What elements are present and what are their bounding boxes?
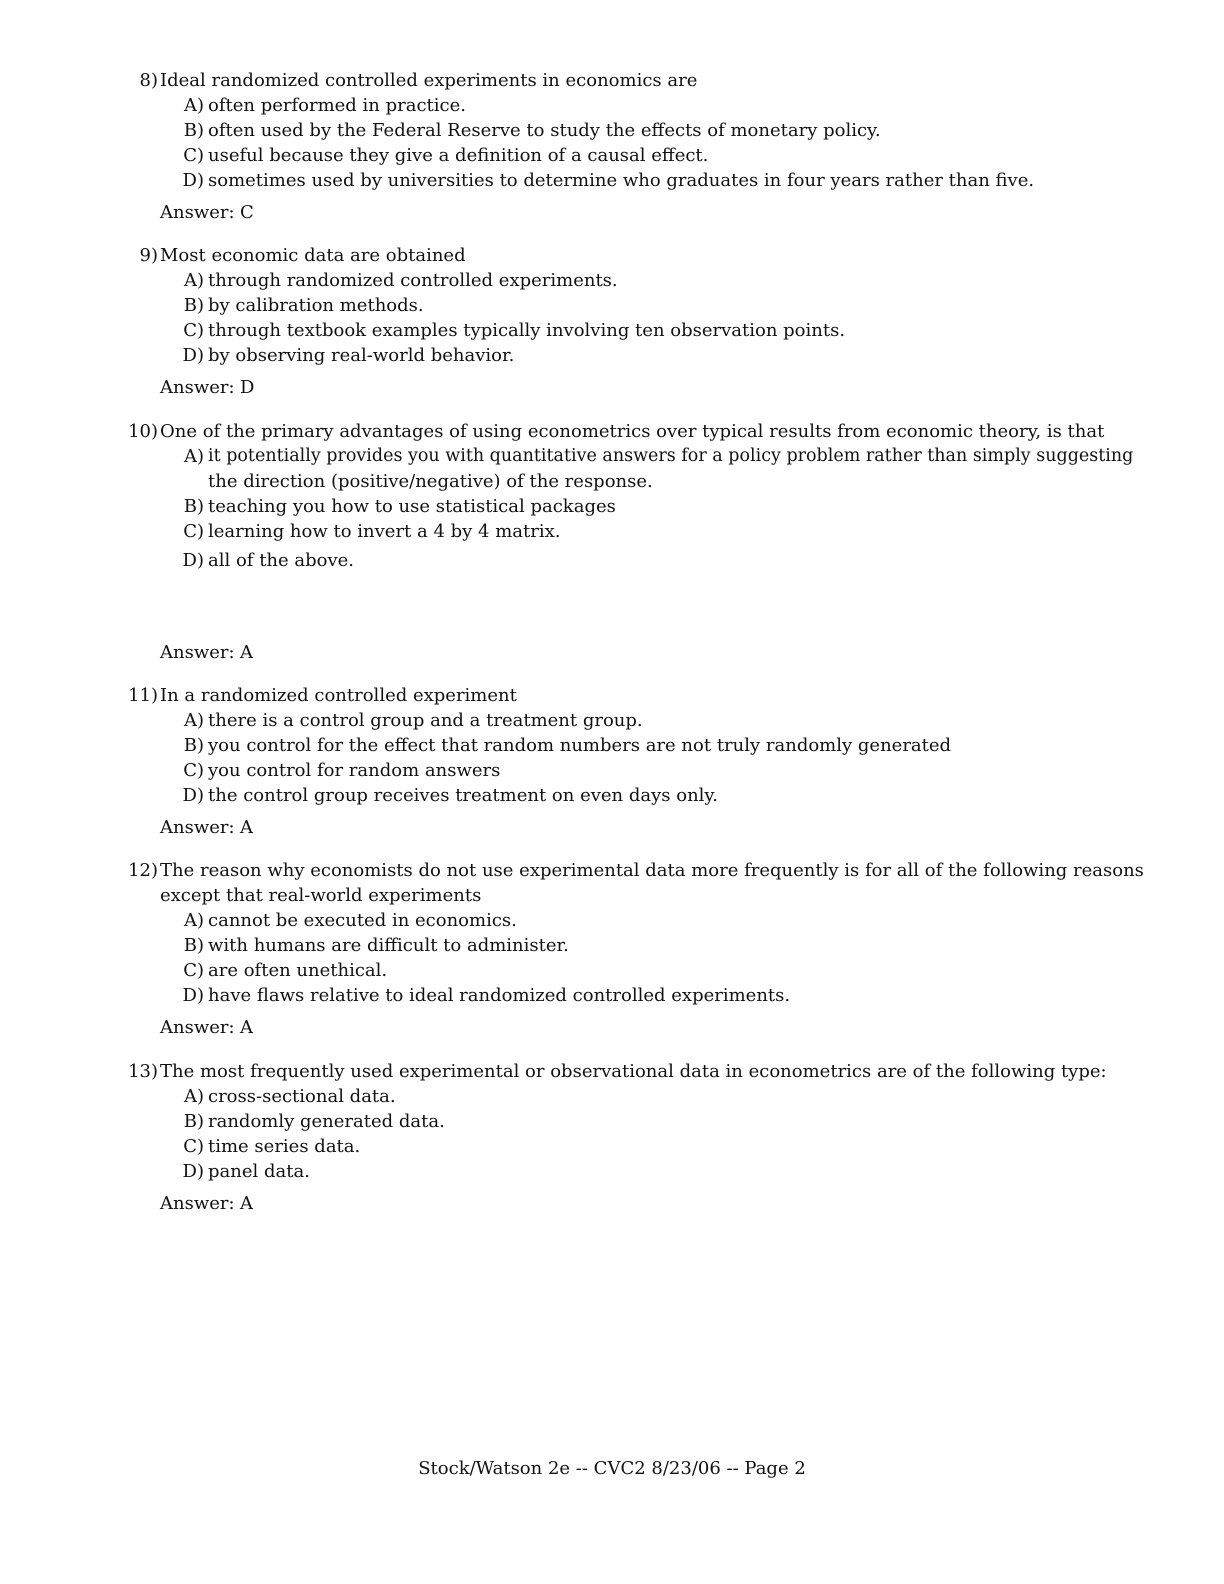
option-c: [0, 958, 1224, 983]
question-number: 10): [128, 421, 158, 442]
option-letter: C): [183, 521, 204, 542]
option-text: there is a control group and a treatment group.: [208, 710, 643, 731]
answer-label: Answer:: [160, 1017, 235, 1038]
question-stem-continued: [0, 883, 1224, 908]
option-b: [0, 118, 1224, 143]
option-text: teaching you how to use statistical packages: [208, 496, 616, 517]
option-text: all of the above.: [208, 550, 355, 571]
question-text: One of the primary advantages of using econometrics over typical results from economic theory, is that: [160, 421, 1105, 442]
option-letter: C): [183, 760, 204, 781]
option-text: it potentially provides you with quantitative answers for a policy problem rather than simply suggesting: [208, 446, 1134, 466]
answer-value: A: [240, 1017, 253, 1038]
answer-line: [0, 640, 1224, 665]
answer-label: Answer:: [160, 817, 235, 838]
option-text: have flaws relative to ideal randomized controlled experiments.: [208, 985, 791, 1006]
answer-value: C: [240, 202, 254, 223]
option-d: [0, 548, 1224, 573]
question-12: [0, 858, 1224, 1040]
option-letter: D): [182, 985, 204, 1006]
question-text: In a randomized controlled experiment: [160, 685, 517, 706]
answer-line: [0, 1191, 1224, 1216]
option-a: [0, 93, 1224, 118]
question-text: The most frequently used experimental or observational data in econometrics are of the following type:: [160, 1061, 1107, 1082]
option-letter: B): [183, 1111, 204, 1132]
option-letter: D): [182, 785, 204, 806]
option-text: often performed in practice.: [208, 95, 467, 116]
option-letter: D): [182, 1161, 204, 1182]
option-b: [0, 494, 1224, 519]
question-number: 11): [128, 685, 158, 706]
option-letter: B): [183, 935, 204, 956]
option-text: the control group receives treatment on even days only.: [208, 785, 718, 806]
option-b: [0, 933, 1224, 958]
option-a: [0, 908, 1224, 933]
answer-value: A: [240, 817, 253, 838]
option-letter: D): [182, 345, 204, 366]
answer-label: Answer:: [160, 377, 235, 398]
option-letter: C): [183, 1136, 204, 1157]
page-footer: Stock/Watson 2e -- CVC2 8/23/06 -- Page 2: [418, 1458, 806, 1479]
option-a: [0, 1084, 1224, 1109]
question-11: [0, 683, 1224, 840]
option-letter: B): [183, 120, 204, 141]
question-stem: [0, 683, 1224, 708]
question-text: Ideal randomized controlled experiments in economics are: [160, 70, 698, 91]
option-text: you control for the effect that random numbers are not truly randomly generated: [208, 735, 952, 756]
question-number: 8): [139, 70, 158, 91]
option-c: [0, 318, 1224, 343]
option-d: [0, 783, 1224, 808]
option-text: useful because they give a definition of a causal effect.: [208, 145, 709, 166]
answer-line: [0, 200, 1224, 225]
option-text: with humans are difficult to administer.: [208, 935, 569, 956]
option-text: by calibration methods.: [208, 295, 424, 316]
option-text: learning how to invert a 4 by 4 matrix.: [208, 521, 561, 542]
answer-value: A: [240, 642, 253, 663]
option-letter: A): [183, 270, 204, 291]
question-text-continued: except that real-world experiments: [160, 885, 482, 906]
question-stem: [0, 419, 1224, 444]
answer-line: [0, 1015, 1224, 1040]
option-text: sometimes used by universities to determine who graduates in four years rather than five.: [208, 170, 1035, 191]
option-text: are often unethical.: [208, 960, 388, 981]
option-a-continued: [0, 469, 1224, 494]
option-letter: D): [182, 170, 204, 191]
option-letter: A): [183, 95, 204, 116]
option-text: often used by the Federal Reserve to study the effects of monetary policy.: [208, 120, 881, 141]
option-d: [0, 1159, 1224, 1184]
option-letter: A): [183, 710, 204, 731]
question-10: [0, 419, 1224, 665]
question-stem: [0, 243, 1224, 268]
option-text: by observing real-world behavior.: [208, 345, 515, 366]
answer-label: Answer:: [160, 1193, 235, 1214]
option-letter: A): [183, 1086, 204, 1107]
option-letter: B): [183, 496, 204, 517]
option-d: [0, 168, 1224, 193]
option-letter: B): [183, 295, 204, 316]
option-letter: D): [182, 550, 204, 571]
question-number: 9): [139, 245, 158, 266]
option-letter: C): [183, 960, 204, 981]
option-text: you control for random answers: [208, 760, 501, 781]
question-text: Most economic data are obtained: [160, 245, 466, 266]
option-a: [0, 444, 1224, 469]
option-a: [0, 268, 1224, 293]
option-text: time series data.: [208, 1136, 361, 1157]
answer-value: A: [240, 1193, 253, 1214]
answer-value: D: [240, 377, 255, 398]
option-b: [0, 293, 1224, 318]
option-letter: C): [183, 320, 204, 341]
option-d: [0, 343, 1224, 368]
option-b: [0, 733, 1224, 758]
option-c: [0, 143, 1224, 168]
question-stem: [0, 68, 1224, 93]
option-c: [0, 1134, 1224, 1159]
question-number: 13): [128, 1061, 158, 1082]
option-c: [0, 519, 1224, 544]
question-9: [0, 243, 1224, 400]
option-text: panel data.: [208, 1161, 310, 1182]
question-number: 12): [128, 860, 158, 881]
option-text: randomly generated data.: [208, 1111, 445, 1132]
option-letter: A): [183, 446, 204, 467]
option-text: through textbook examples typically involving ten observation points.: [208, 320, 846, 341]
question-8: [0, 68, 1224, 225]
question-stem: [0, 1059, 1224, 1084]
option-text: cross-sectional data.: [208, 1086, 396, 1107]
option-letter: B): [183, 735, 204, 756]
option-text: cannot be executed in economics.: [208, 910, 517, 931]
option-d: [0, 983, 1224, 1008]
option-a: [0, 708, 1224, 733]
option-text: through randomized controlled experiments.: [208, 270, 618, 291]
option-letter: A): [183, 910, 204, 931]
answer-label: Answer:: [160, 202, 235, 223]
option-c: [0, 758, 1224, 783]
question-stem: [0, 858, 1224, 883]
option-text-continued: the direction (positive/negative) of the response.: [208, 471, 653, 492]
answer-line: [0, 815, 1224, 840]
option-b: [0, 1109, 1224, 1134]
answer-label: Answer:: [160, 642, 235, 663]
question-13: [0, 1059, 1224, 1216]
answer-line: [0, 375, 1224, 400]
question-text: The reason why economists do not use experimental data more frequently is for all of the following reasons: [160, 860, 1144, 881]
option-letter: C): [183, 145, 204, 166]
